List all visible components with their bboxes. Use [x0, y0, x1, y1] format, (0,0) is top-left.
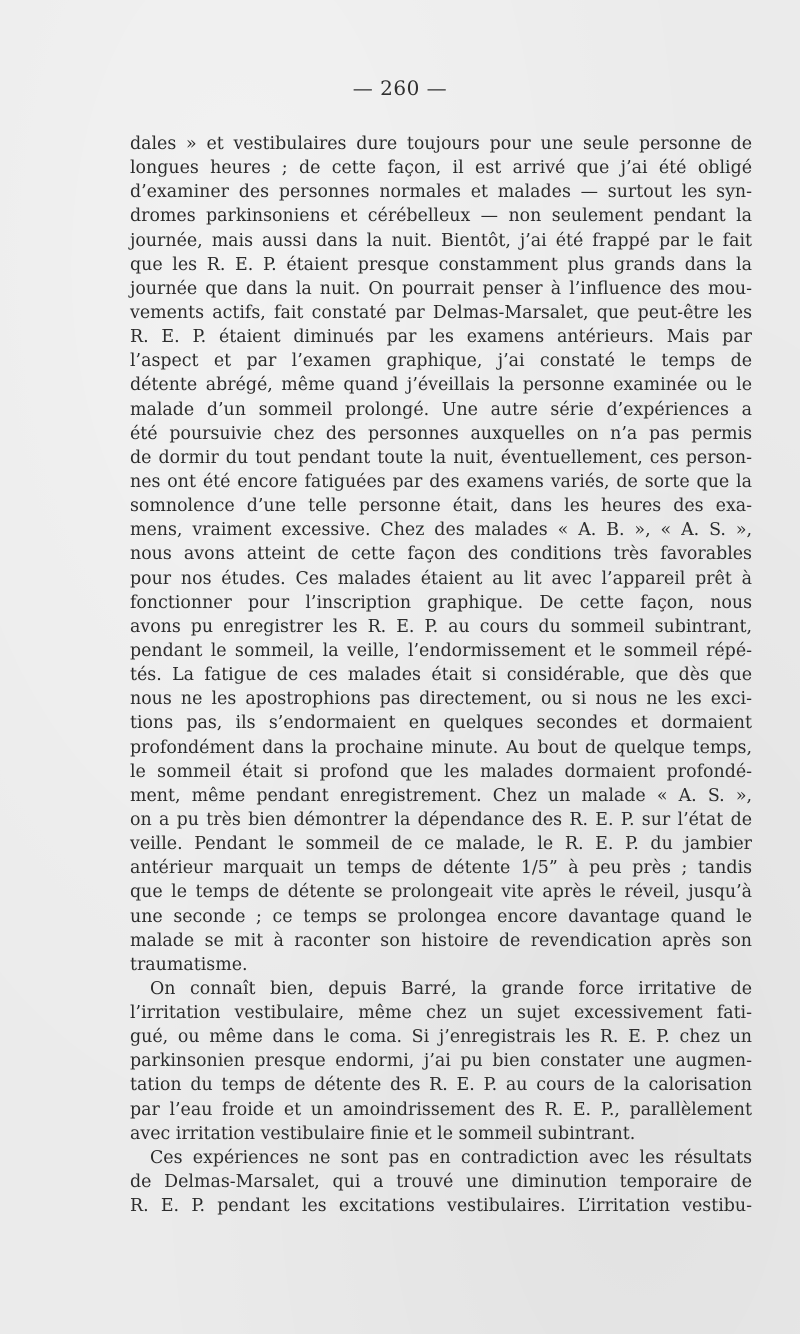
text-line: nous ne les apostrophions pas directement, ou si nous ne les exci-: [130, 689, 752, 710]
text-line: longues heures ; de cette façon, il est arrivé que j’ai été obligé: [130, 158, 752, 179]
text-line: profondément dans la prochaine minute. Au bout de quelque temps,: [130, 737, 752, 758]
body-text: [130, 132, 752, 1218]
text-line: été poursuivie chez des personnes auxquelles on n’a pas permis: [130, 423, 752, 444]
text-line: dales » et vestibulaires dure toujours pour une seule personne de: [130, 134, 752, 154]
text-line: mens, vraiment excessive. Chez des malades « A. B. », « A. S. »,: [130, 520, 752, 541]
text-line: détente abrégé, même quand j’éveillais la personne examinée ou le: [130, 375, 752, 396]
text-line: l’irritation vestibulaire, même chez un sujet excessivement fati-: [130, 1003, 752, 1024]
text-line: journée que dans la nuit. On pourrait penser à l’influence des mou-: [130, 278, 752, 299]
text-line: que le temps de détente se prolongeait vite après le réveil, jusqu’à: [130, 882, 752, 903]
text-line: nes ont été encore fatiguées par des examens variés, de sorte que la: [130, 471, 752, 492]
text-line: malade se mit à raconter son histoire de revendication après son: [130, 930, 752, 951]
text-line: nous avons atteint de cette façon des conditions très favorables: [130, 544, 752, 565]
text-line: gué, ou même dans le coma. Si j’enregistrais les R. E. P. chez un: [130, 1027, 752, 1048]
text-line: malade d’un sommeil prolongé. Une autre série d’expériences a: [130, 399, 752, 420]
text-line-paragraph-start: On connaît bien, depuis Barré, la grande force irritative de: [150, 978, 752, 999]
text-line: journée, mais aussi dans la nuit. Bientôt, j’ai été frappé par le fait: [130, 230, 752, 251]
text-line: d’examiner des personnes normales et malades — surtout les syn-: [130, 182, 752, 203]
text-line-paragraph-start: Ces expériences ne sont pas en contradiction avec les résultats: [150, 1147, 752, 1168]
text-line: avons pu enregistrer les R. E. P. au cours du sommeil subintrant,: [130, 616, 752, 637]
text-line: tés. La fatigue de ces malades était si considérable, que dès que: [130, 665, 752, 686]
text-line: pendant le sommeil, la veille, l’endormissement et le sommeil répé-: [130, 640, 752, 661]
text-line: dromes parkinsoniens et cérébelleux — non seulement pendant la: [130, 206, 752, 227]
text-line: pour nos études. Ces malades étaient au lit avec l’appareil prêt à: [130, 568, 752, 589]
text-line-paragraph-end: avec irritation vestibulaire finie et le sommeil subintrant.: [130, 1123, 636, 1144]
text-line: R. E. P. pendant les excitations vestibulaires. L’irritation vestibu-: [130, 1196, 752, 1217]
text-line: tation du temps de détente des R. E. P. au cours de la calorisation: [130, 1075, 752, 1096]
text-line: le sommeil était si profond que les malades dormaient profondé-: [130, 761, 752, 782]
text-line: R. E. P. étaient diminués par les examens antérieurs. Mais par: [130, 327, 752, 348]
text-line-paragraph-end: traumatisme.: [130, 954, 248, 975]
text-line: somnolence d’une telle personne était, dans les heures des exa-: [130, 496, 752, 517]
text-line: l’aspect et par l’examen graphique, j’ai constaté le temps de: [130, 351, 752, 372]
text-line: par l’eau froide et un amoindrissement des R. E. P., parallèlement: [130, 1099, 752, 1120]
text-line: de Delmas-Marsalet, qui a trouvé une diminution temporaire de: [130, 1172, 752, 1193]
text-line: on a pu très bien démontrer la dépendance des R. E. P. sur l’état de: [130, 809, 752, 830]
text-line: fonctionner pour l’inscription graphique. De cette façon, nous: [130, 592, 752, 613]
text-line: parkinsonien presque endormi, j’ai pu bien constater une augmen-: [130, 1051, 752, 1072]
text-line: antérieur marquait un temps de détente 1/5” à peu près ; tandis: [130, 858, 752, 879]
text-line: que les R. E. P. étaient presque constamment plus grands dans la: [130, 254, 752, 275]
text-line: ment, même pendant enregistrement. Chez un malade « A. S. »,: [130, 785, 752, 806]
text-line: vements actifs, fait constaté par Delmas-Marsalet, que peut-être les: [130, 302, 752, 323]
text-line: une seconde ; ce temps se prolongea encore davantage quand le: [130, 906, 752, 927]
text-line: de dormir du tout pendant toute la nuit, éventuellement, ces person-: [130, 447, 752, 468]
text-line: veille. Pendant le sommeil de ce malade, le R. E. P. du jambier: [130, 834, 752, 855]
page-number: — 260 —: [352, 76, 448, 100]
text-line: tions pas, ils s’endormaient en quelques secondes et dormaient: [130, 713, 752, 734]
